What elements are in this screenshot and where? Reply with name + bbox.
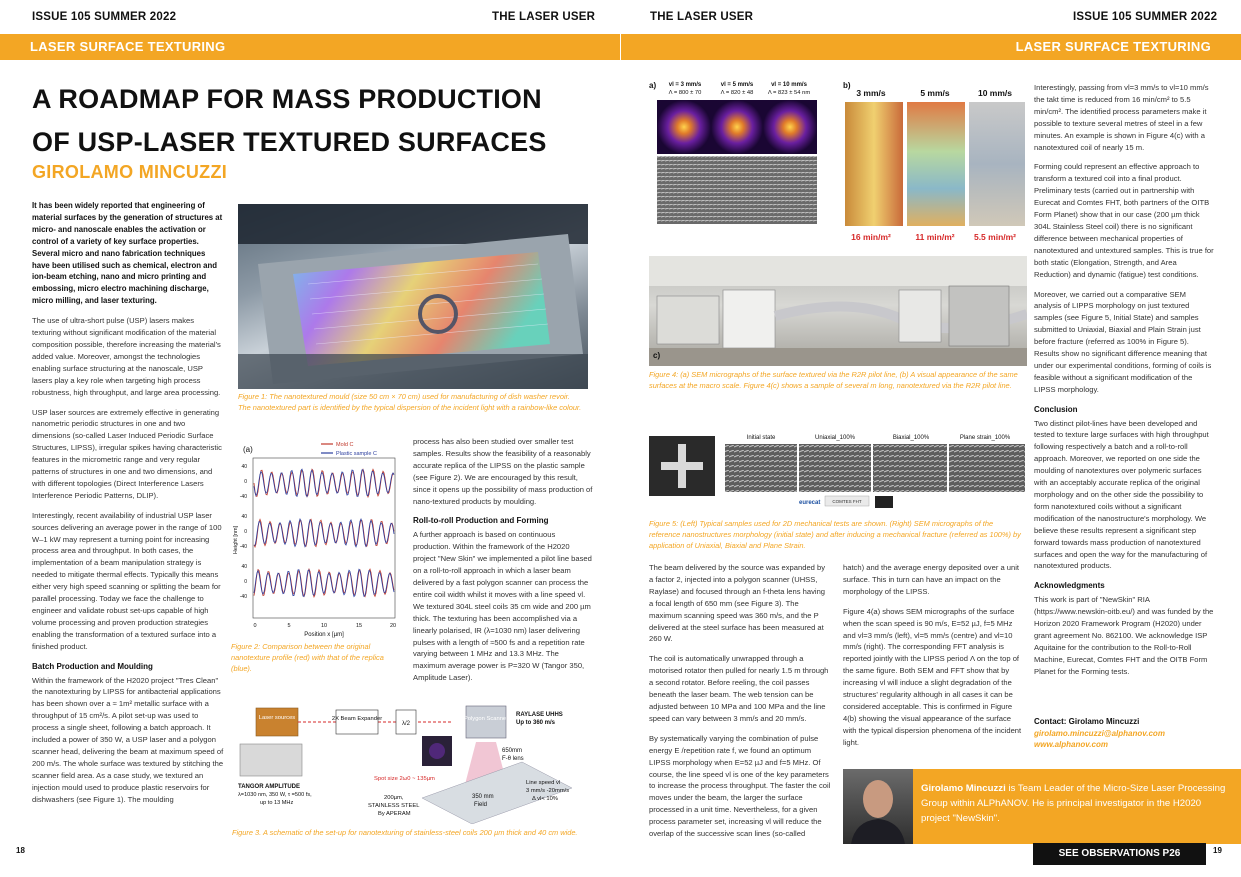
fft-image-1 — [657, 100, 711, 154]
right-column-2 — [843, 562, 1023, 757]
eurecat-logo: eurecat — [799, 500, 821, 506]
figure-3-caption: Figure 3. A schematic of the set-up for nanotexturing of stainless-steel coils 200 µm thick and 40 cm wide. — [232, 828, 578, 837]
sem-and-visual — [649, 76, 1027, 246]
title-line-1: A ROADMAP FOR MASS PRODUCTION — [32, 84, 542, 114]
bio-description: is Team Leader of the Micro-Size Laser Processing Group within ALPhANOV. He is principal investigator in the H2020 project "NewSkin". — [921, 783, 1226, 824]
lens-focal: 650mm — [502, 748, 523, 754]
paragraph: USP laser sources are extremely effective in generating nanometric periodic structures in one and two dimensions (so-called Laser Induced Periodic Surface Structures, LIPSS), irregular spikes having characteristic features in the micrometric range and very regular patterns of structures in one and two dimensions, and with different topologies (Direct Interference Lasers Interference Periodic Patterns, DLIP). — [32, 407, 222, 500]
right-page — [621, 0, 1241, 877]
steel-type: STAINLESS STEEL — [368, 803, 420, 809]
comtes-logo: COMTES FHT — [832, 499, 862, 504]
y-tick: -40 — [239, 594, 247, 600]
paragraph: A further approach is based on continuous production. Within the framework of the H2020 project "New Skin" we implemented a pilot line based on a roll-to-roll approach in which a laser beam delivered by a fast polygon scanner can process the entire coil width whilst it moves with a line speed vl. We textured 304L steel coils 35 cm wide and 200 µm thick. The texturing has been accomplished via a linearly polarised, IR (λ=1030 nm) laser delivering pulses with a length of ≈500 fs and a repetition rate varying between 1 MHz and 13.3 MHz. The maximum average power is P=320 W (Tangor 350, Amplitude Laser). — [413, 530, 592, 683]
figure-1-caption: Figure 1: The nanotextured mould (size 50 cm × 70 cm) used for manufacturing of dish washer revoir. The nanotextured part is identified by the typical dispersion of the incident light with a rainbow-like colour. — [238, 392, 582, 412]
paragraph: Forming could represent an effective approach to transform a textured coil into a final product. Preliminary tests (carried out in partnership with Eurecat and Comtes FHT, both partners of the OITB Form Planet) show that in our case (200 µm thick 304L Stainless Steel coil) there is no significant difference between mechanical properties of nanotextured and untextured samples. This is true for both static (Elongation, Strength, and Area Reduction) and dynamic (fatigue) test conditions. — [1034, 162, 1214, 279]
paragraph: By systematically varying the combination of pulse energy E /repetition rate f, we found an optimum LIPSS morphology when E=52 µJ and f=5 MHz. Of course, the line speed vl is one of the key parameters to increase the process throughput. The faster the coil moves under the beam, the larger the surface processed in a unit time. Nevertheless, for a given process parameter set, increasing vl will reduce the overlap of the successive scan lines (so-called — [649, 733, 831, 839]
sem-image-2 — [711, 156, 763, 224]
field-size: 350 mm — [472, 794, 494, 800]
bio-name: Girolamo Mincuzzi — [921, 783, 1006, 794]
beam-expander-box — [336, 710, 378, 734]
page-number: 19 — [1213, 846, 1222, 855]
title-line-2: OF USP-LASER TEXTURED SURFACES — [32, 127, 547, 157]
y-tick: 0 — [244, 579, 247, 585]
right-column-1 — [649, 562, 831, 848]
line-speed-var: Δ vl< 10% — [532, 796, 558, 802]
period-label-3: Λ = 823 ± 54 nm — [767, 90, 811, 96]
author-bio-box — [843, 769, 1241, 844]
setup-schematic — [232, 702, 584, 824]
see-observations-banner[interactable]: SEE OBSERVATIONS P26 — [1033, 843, 1206, 865]
sem-image-1 — [657, 156, 711, 224]
y-tick: 40 — [241, 564, 247, 570]
figure-5-caption: Figure 5: (Left) Typical samples used for 2D mechanical tests are shown. (Right) SEM micrographs of the reference nanostructures morphology (initial state) and after inducing a mechanical fracture (referred as 100%) by application of Uniaxial, Biaxial and Plane Strain. — [649, 519, 1021, 550]
paragraph: process has also been studied over smaller test samples. Results show the feasibility of a reasonably accurate replica of the LIPSS on the plastic sample (see Figure 2). We are encouraged by this result, since it opens up the possibility of mass production of nano-textured products by moulding. — [413, 437, 593, 506]
figure-4-ab — [649, 76, 1027, 246]
line-speed-range: 3 mm/s -20mm/s — [526, 788, 570, 794]
period-label-2: Λ = 820 ± 48 — [720, 90, 754, 96]
fft-image-2 — [711, 100, 763, 154]
beam-expander-label: 2X Beam Expander — [331, 716, 383, 722]
paragraph: Interestingly, passing from vl=3 mm/s to vl=10 mm/s the takt time is reduced from 16 min/cm² to 5.5 min/cm². The identified process parameters make it possible to texture several metres of steel in a few minutes. An example is shown in Figure 4(c) with a nanotextured coil of nearly 15 m. — [1034, 83, 1209, 152]
takt-time-1: 16 min/m² — [851, 232, 891, 242]
steel-thickness: 200µm, — [384, 795, 404, 801]
x-tick: 5 — [287, 623, 291, 629]
left-column-1 — [32, 200, 224, 814]
field-label: Field — [474, 802, 488, 808]
section-band — [0, 34, 620, 60]
magazine-name: THE LASER USER — [492, 11, 596, 23]
polygon-label: Polygon Scanner — [463, 716, 509, 722]
sem-label-initial: Initial state — [746, 435, 776, 441]
figure-4c-pilot-line-photo — [649, 256, 1027, 366]
figure-3-schematic — [232, 702, 584, 824]
portrait-illustration — [843, 769, 913, 844]
tangor-title: TANGOR AMPLITUDE — [238, 784, 300, 790]
tangor-spec: λ=1030 nm, 350 W, τ =500 fs, — [238, 792, 312, 798]
profile-chart — [229, 436, 401, 639]
author-portrait — [843, 769, 913, 844]
issue-label: ISSUE 105 SUMMER 2022 — [32, 11, 177, 23]
speed-label-3: vl = 10 mm/s — [771, 82, 807, 88]
visual-speed-1: 3 mm/s — [856, 88, 886, 98]
takt-time-3: 5.5 min/m² — [973, 232, 1017, 242]
sheet-photo-2 — [907, 102, 965, 226]
sem-plane-strain — [949, 444, 1025, 492]
spot-size: Spot size 2ω0 ~ 135µm — [374, 776, 435, 782]
visual-speed-3: 10 mm/s — [977, 88, 1013, 98]
author-name: GIROLAMO MINCUZZI — [32, 162, 228, 182]
paragraph: The use of ultra-short pulse (USP) lasers makes texturing without significant modification of the material composition possible, therefore increasing the material's added value. Moreover, amongst the technologies enabling surface structuring at the nanoscale, USP lasers play a key role when targeting high process robustness, high throughput, and large area processing. — [32, 316, 221, 397]
left-column-3 — [413, 436, 593, 692]
paragraph: This work is part of "NewSkin" RIA (https://www.newskin-oitb.eu/) and was funded by the Horizon 2020 Framework Program (H2020) under grant agreement No. 862100. We acknowledge ISP Aquitaine for the contribution to the Roll-to-Roll Machine, Eurecat, Comtes FHT and the OITB Form Planet for the Forming tests. — [1034, 595, 1214, 676]
paragraph: Two distinct pilot-lines have been developed and tested to texture large surfaces with high throughput following respectively a batch and a roll-to-roll approach. Moreover, we reported on one side the moulding of nanotextures over polymeric surfaces with an acceptably accurate replica of the original morphology and on the other side the possibility to form nanotextured coils without a significant modification of the nanostructure's morphology. We believe these results represent a significant step forward towards mass production of nanotextured surfaces and open the way for the manufacturing of nanotextured products. — [1034, 418, 1209, 571]
y-tick: 40 — [241, 464, 247, 470]
section-band — [621, 34, 1241, 60]
raylase-label: RAYLASE UHHS — [516, 712, 563, 718]
contact-label: Contact: Girolamo Mincuzzi — [1034, 717, 1140, 726]
contact-website[interactable]: www.alphanov.com — [1034, 740, 1108, 749]
paragraph: hatch) and the average energy deposited over a unit surface. This in turn can have an impact on the morphology of the LIPSS. — [843, 563, 1020, 596]
figure-5 — [649, 430, 1027, 515]
paragraph: Figure 4(a) shows SEM micrographs of the surface when the scan speed is 90 m/s, E=52 µJ, f=5 MHz and vl=3 mm/s (left), vl=5 mm/s (centre) and vl=10 mm/s (right). The corresponding FFT analysis is reported jointly with the LIPSS period Λ on the top of the same figure. Both SEM and FFT show that by increasing vl will induce a slight degradation of the structures' regularity although in all cases it can be considered acceptable. This is confirmed in Figure 4(b) showing the visual appearance of the surface with the typical dispersion phenomena of the incident light. — [843, 606, 1022, 747]
paragraph: The coil is automatically unwrapped through a motorised rotator then pulled for nearly 1.5 m through a second rotator. Before reeling, the coil passes beneath the laser beam. The web tension can be adjusted between 10 MPa and 100 MPa and the line speed can vary between 3 mm/s and 20 mm/s. — [649, 654, 829, 723]
subheading-r2r: Roll-to-roll Production and Forming — [413, 516, 549, 526]
article-title — [32, 78, 547, 164]
lens-type: F-θ lens — [502, 756, 524, 762]
y-tick: -40 — [239, 544, 247, 550]
y-tick: -40 — [239, 494, 247, 500]
pilot-line-illustration — [649, 256, 1027, 366]
half-wave-label: λ/2 — [401, 721, 411, 727]
page-number: 18 — [16, 846, 25, 855]
sem-biaxial — [873, 444, 947, 492]
polygon-scanner-box — [463, 706, 509, 738]
figure-2-caption: Figure 2: Comparison between the original nanotexture profile (red) with that of the replica (blue). — [231, 642, 384, 673]
contact-email[interactable]: girolamo.mincuzzi@alphanov.com — [1034, 728, 1165, 738]
x-tick: 15 — [355, 623, 363, 629]
sem-initial — [725, 444, 797, 492]
fig4-panel-a: a) — [649, 81, 657, 90]
takt-time-2: 11 min/m² — [915, 232, 955, 242]
period-label-1: Λ = 800 ± 70 — [668, 90, 702, 96]
sheet-photo-1 — [845, 102, 903, 226]
figure-4-caption: Figure 4: (a) SEM micrographs of the surface textured via the R2R pilot line, (b) A visual appearance of the same surfaces at the macro scale. Figure 4(c) shows a sample of several m long, nanotextured via the R2R pilot line. — [649, 370, 1018, 390]
panel-label: (a) — [243, 445, 253, 454]
raylase-speed: Up to 360 m/s — [516, 720, 556, 726]
mould-illustration — [238, 204, 588, 389]
visual-speed-2: 5 mm/s — [920, 88, 950, 98]
line-speed: Line speed vl — [526, 780, 561, 786]
legend-mold: Mold C — [336, 442, 354, 448]
tangor-rate: up to 13 MHz — [260, 800, 294, 806]
figure-2-plot — [229, 436, 401, 639]
y-axis-label: Height [nm] — [233, 525, 239, 555]
laser-source-label: Laser sources — [258, 715, 296, 721]
speed-label-2: vl = 5 mm/s — [720, 82, 754, 88]
forming-tests — [649, 430, 1027, 515]
section-label: LASER SURFACE TEXTURING — [30, 39, 226, 54]
speed-label-1: vl = 3 mm/s — [668, 82, 702, 88]
fft-image-3 — [763, 100, 817, 154]
subheading-conclusion: Conclusion — [1034, 404, 1078, 414]
left-page — [0, 0, 620, 877]
section-label: LASER SURFACE TEXTURING — [1015, 39, 1211, 54]
issue-label: ISSUE 105 SUMMER 2022 — [1073, 11, 1218, 23]
right-column-3 — [1034, 82, 1214, 686]
author-bio-text — [921, 781, 1226, 826]
magazine-name: THE LASER USER — [650, 11, 754, 23]
subheading-batch: Batch Production and Moulding — [32, 661, 153, 671]
sheet-photo-3 — [969, 102, 1025, 226]
sem-image-3 — [763, 156, 817, 224]
fig4-panel-c: c) — [653, 351, 661, 360]
x-tick: 10 — [320, 623, 328, 629]
sem-label-biaxial: Biaxial_100% — [892, 435, 930, 441]
y-tick: 40 — [241, 514, 247, 520]
y-tick: 0 — [244, 529, 247, 535]
x-tick: 0 — [253, 623, 257, 629]
subheading-acknowledgments: Acknowledgments — [1034, 581, 1105, 591]
legend-plastic: Plastic sample C — [336, 451, 377, 457]
paragraph: Interestingly, recent availability of industrial USP laser sources delivering an average power in the range of 100 W–1 kW may represent a turning point for increasing process area and throughput. In both cases, the implementation of a beam manipulation strategy is needed to mitigate thermal effects. Typically this means either very high speed scanning or splitting the beam for parallel processing. Today we face the challenge to engineer and validate robust set-ups capable of high volume processing and proven production strategies enabling the transformation of a textured surface into a finished product. — [32, 510, 222, 651]
sem-label-plane-strain: Plane strain_100% — [959, 435, 1011, 441]
steel-supplier: By APERAM — [378, 811, 411, 817]
lead-paragraph: It has been widely reported that engineering of material surfaces by the generation of structures at micro- and nanoscale enables the activation or control of a variety of key surface properties. Several micro and nano fabrication techniques have been utilised such as chemical, electron and ion-beam etching, nano and micro printing and embossing, micro electro machining discharge, micro milling, and laser texturing. — [32, 201, 223, 306]
tangor-laser-image — [240, 744, 302, 776]
sem-label-uniaxial: Uniaxial_100% — [814, 435, 856, 441]
paragraph: The beam delivered by the source was expanded by a factor 2, injected into a polygon scanner (UHSS, Raylase) and focused through an f-theta lens having a focal length of 650 mm (see Figure 3). The maximum scanning speed was 360 m/s, and the P delivered at the steel surface has been measured at 260 W. — [649, 563, 826, 644]
paragraph: Moreover, we carried out a comparative SEM analysis of LIPPS morphology on just textured samples (see Figure 5, Initial State) and samples submitted to Uniaxial, Biaxial and Plain Strain just before fracture (referred as 100% in Figure 5). Results show no significant difference meaning that under our experimental conditions, forming of coils is feasible without a significant modification of the LIPSS morphology. — [1034, 289, 1212, 394]
x-axis-label: Position x [µm] — [304, 632, 344, 638]
paragraph: Within the framework of the H2020 project "Tres Clean" the nanotexturing by LIPSS for antibacterial applications has been shown over a ≈ 1m² metallic surface with a throughput of 15 cm²/s. A pilot set-up was used to process a single sheet, following a batch approach. It included a power of 350 W, a USP laser and a polygon scanner head, delivering the beam at maximum speed of 200 m/s. The whole surface was textured by stitching the scanner field area. As a case study, we textured an injection mould used to produce plastic reservoirs for dishwashers (see Figure 1). The moulding — [32, 675, 224, 804]
x-tick: 20 — [389, 623, 397, 629]
sem-uniaxial — [799, 444, 871, 492]
fig4-panel-b: b) — [843, 81, 851, 90]
laser-source-box — [256, 708, 298, 736]
contact-block — [1034, 716, 1165, 751]
figure-1-mould-photo — [238, 204, 588, 389]
y-tick: 0 — [244, 479, 247, 485]
